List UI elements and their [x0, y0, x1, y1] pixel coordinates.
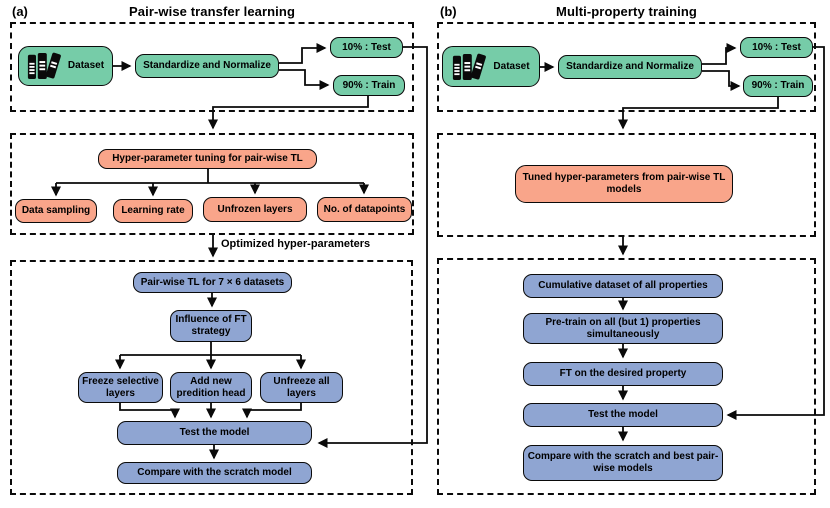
panel-a-label: (a) — [12, 4, 28, 19]
dataset-node — [18, 46, 113, 86]
test-split-node-b: 10% : Test — [740, 37, 813, 58]
dataset-node-b — [442, 46, 540, 87]
tuned-hyperparams-node: Tuned hyper-parameters from pair-wise TL models — [515, 165, 733, 203]
books-icon — [27, 51, 63, 81]
train-split-node-b: 90% : Train — [743, 75, 813, 97]
ft-desired-property-node: FT on the desired property — [523, 362, 723, 386]
standardize-node-b: Standardize and Normalize — [558, 55, 702, 79]
standardize-node: Standardize and Normalize — [135, 54, 279, 78]
optimized-hyperparameters-label: Optimized hyper-parameters — [221, 238, 371, 250]
param-learning-rate-node: Learning rate — [113, 199, 193, 223]
test-model-node-a: Test the model — [117, 421, 312, 445]
test-model-node-b: Test the model — [523, 403, 723, 427]
panel-b-label: (b) — [440, 4, 457, 19]
strategy-add-head-node: Add new predition head — [170, 372, 252, 403]
param-datapoints-node: No. of datapoints — [317, 197, 412, 222]
influence-ft-node: Influence of FT strategy — [170, 310, 252, 342]
param-data-sampling-node: Data sampling — [15, 199, 97, 223]
compare-best-node: Compare with the scratch and best pair-wise models — [523, 445, 723, 481]
pretrain-node: Pre-train on all (but 1) properties simultaneously — [523, 313, 723, 344]
cumulative-dataset-node: Cumulative dataset of all properties — [523, 274, 723, 298]
compare-scratch-node: Compare with the scratch model — [117, 462, 312, 484]
strategy-unfreeze-node: Unfreeze all layers — [260, 372, 343, 403]
dataset-node-label: Dataset — [493, 60, 530, 72]
pairwise-tl-node: Pair-wise TL for 7 × 6 datasets — [133, 272, 292, 293]
train-split-node: 90% : Train — [333, 75, 405, 96]
panel-b-title: Multi-property training — [556, 4, 697, 19]
hyperparam-tuning-node: Hyper-parameter tuning for pair-wise TL — [98, 149, 317, 169]
dataset-node-label: Dataset — [67, 60, 105, 72]
books-icon — [452, 52, 488, 82]
strategy-freeze-node: Freeze selective layers — [78, 372, 163, 403]
test-split-node: 10% : Test — [330, 37, 403, 58]
panel-a-title: Pair-wise transfer learning — [129, 4, 295, 19]
param-unfrozen-layers-node: Unfrozen layers — [203, 197, 307, 222]
